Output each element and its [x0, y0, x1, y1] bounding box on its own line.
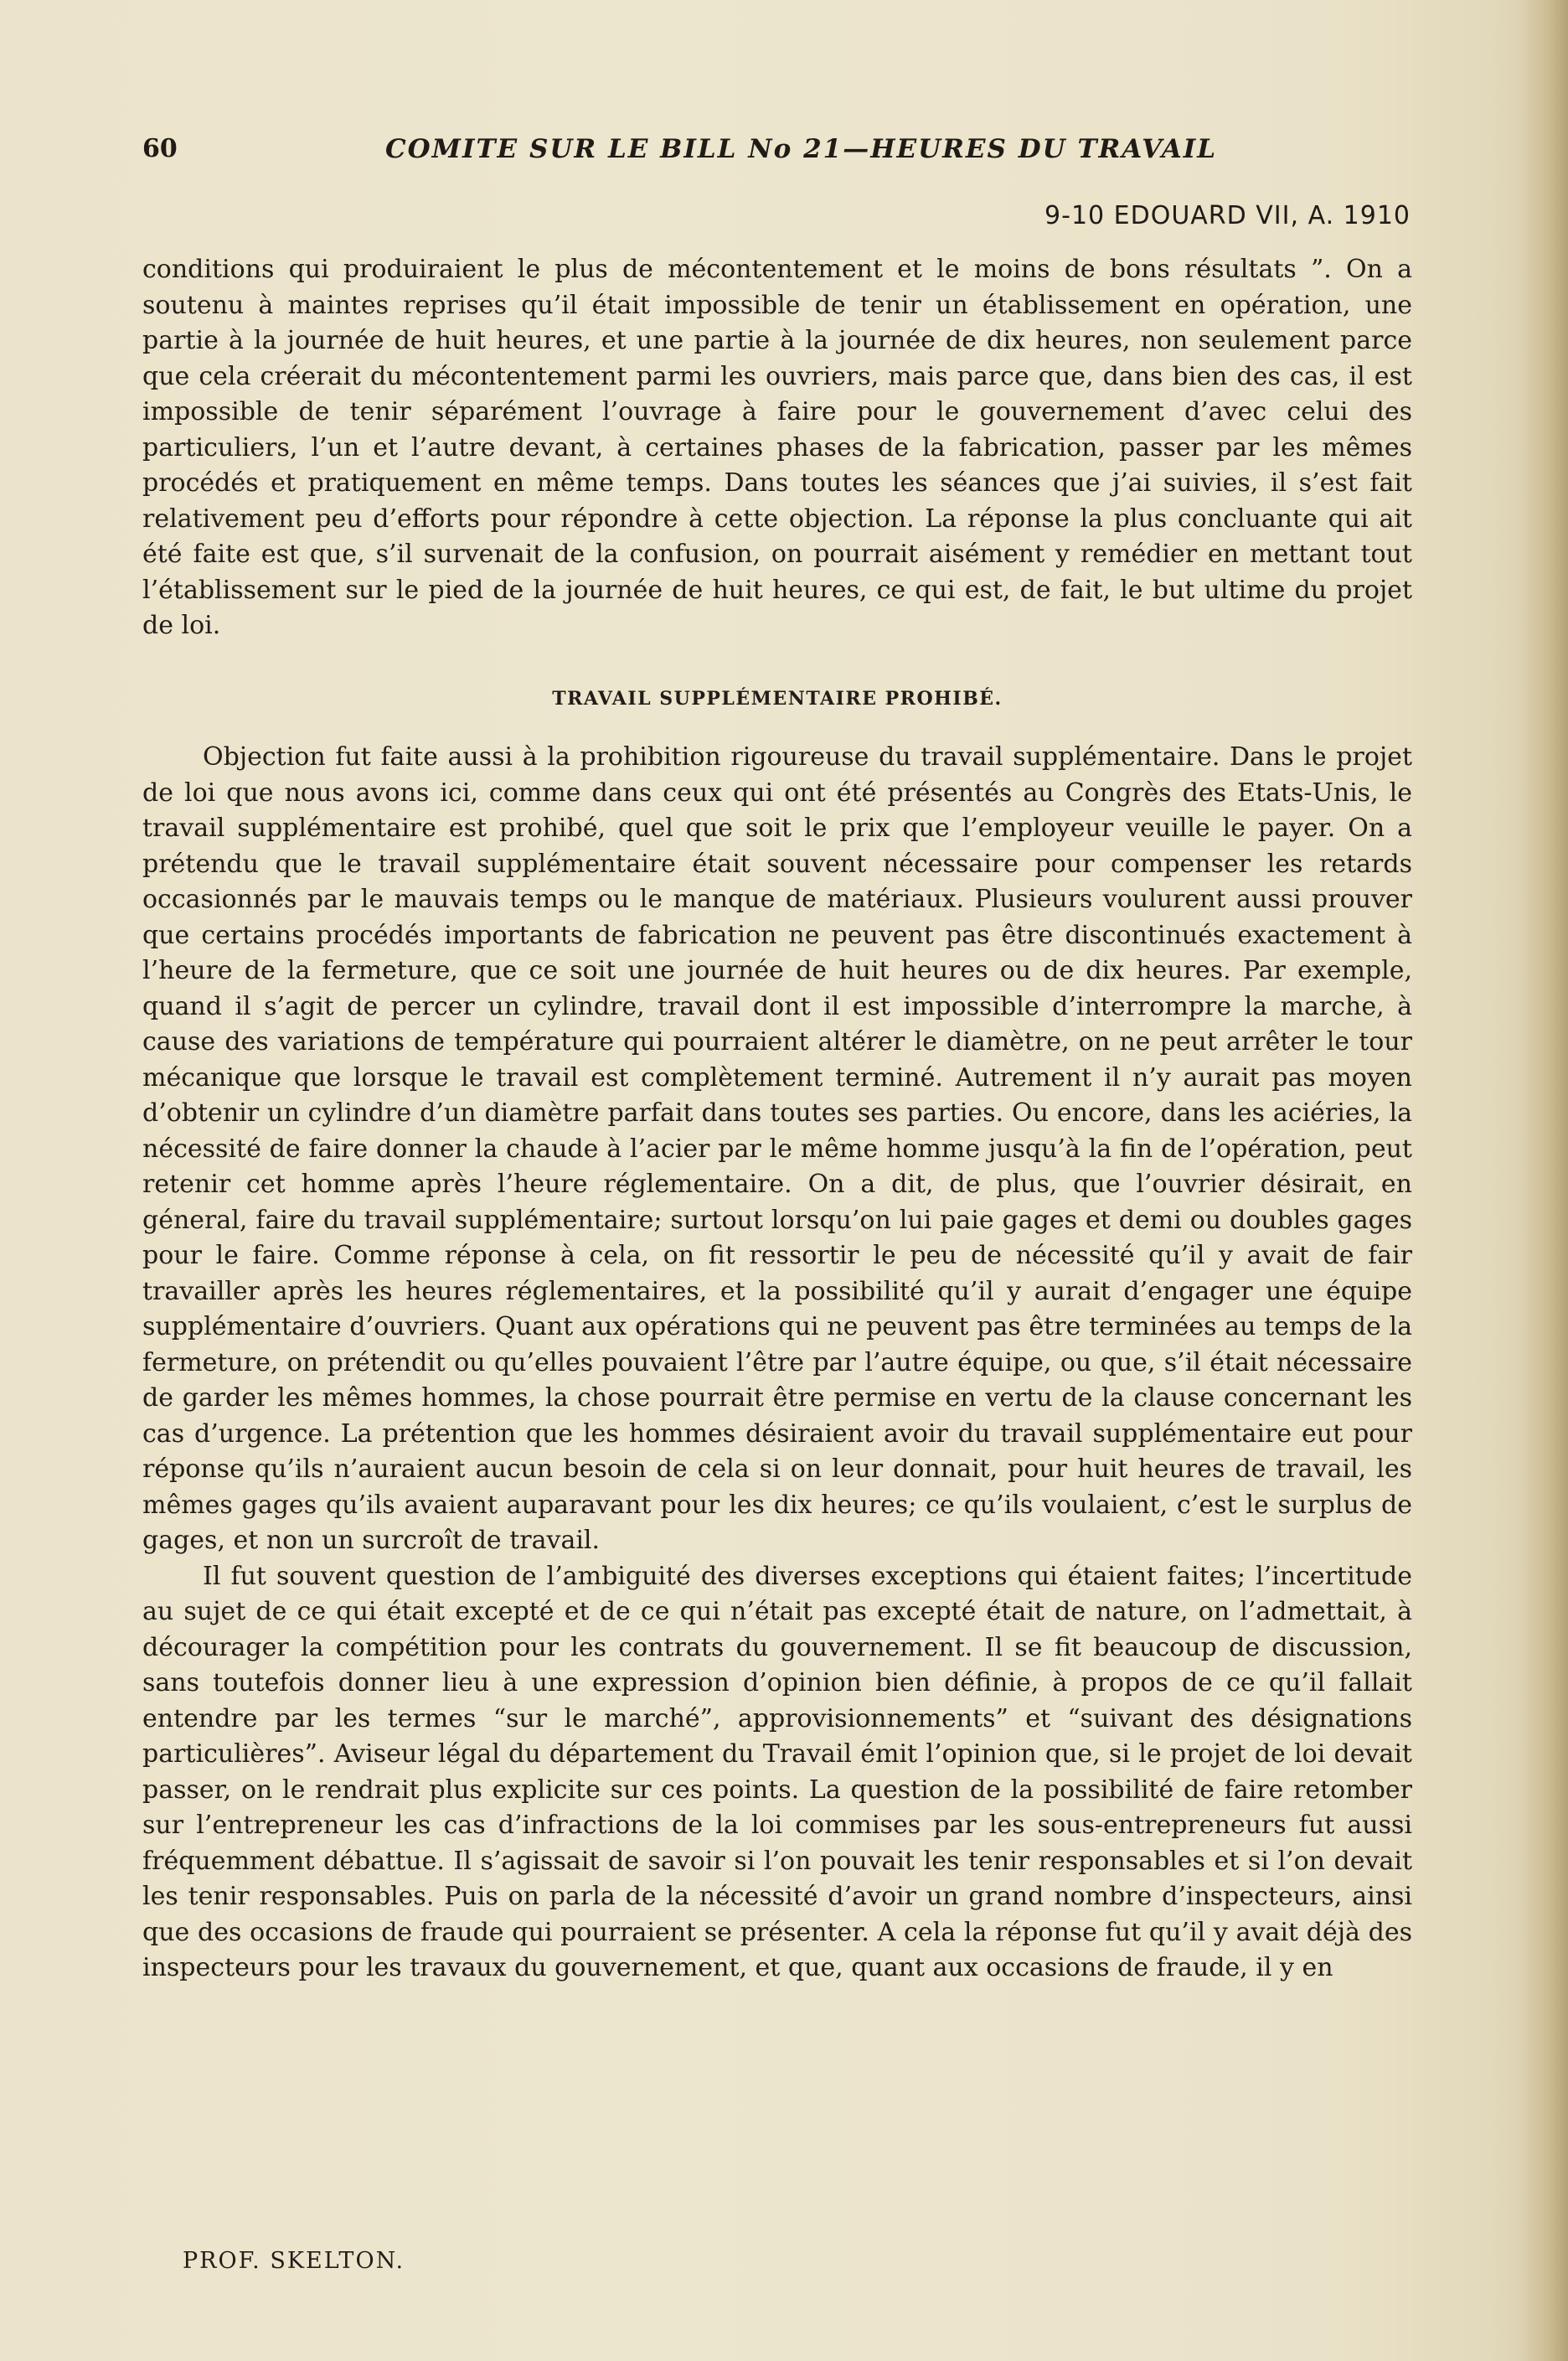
- page-number: 60: [142, 134, 178, 163]
- page-edge-shadow: [1518, 0, 1568, 2361]
- section-heading: TRAVAIL SUPPLÉMENTAIRE PROHIBÉ.: [552, 687, 1003, 710]
- paragraph-3: Il fut souvent question de l’ambiguité des diverses exceptions qui étaient faites; l’incertitude au sujet de ce qui était excepté et de ce qui n’était pas excepté était de nature, on l’admettait, à décourager la compétition pour les contrats du gouvernement. Il se fit beaucoup de discussion, sans toutefois donner lieu à une expression d’opinion bien définie, à propos de ce qu’il fallait entendre par les termes “sur le marché”, approvisionnements” et “suivant des désignations particulières”. Aviseur légal du département du Travail émit l’opinion que, si le projet de loi devait passer, on le rendrait plus explicite sur ces points. La question de la possibilité de faire retomber sur l’entrepreneur les cas d’infractions de la loi commises par les sous-entrepreneurs fut aussi fréquemment débattue. Il s’agissait de savoir si l’on pouvait les tenir responsables et si l’on devait les tenir responsables. Puis on parla de la nécessité d’avoir un grand nombre d’inspecteurs, ainsi que des occasions de fraude qui pourraient se présenter. A cela la réponse fut qu’il y avait déjà des inspecteurs pour les travaux du gouvernement, et que, quant aux occasions de fraude, il y en: [142, 1561, 1412, 1982]
- footer-speaker-name: PROF. SKELTON.: [183, 2248, 405, 2274]
- paragraph-2: Objection fut faite aussi à la prohibition rigoureuse du travail supplémentaire. Dans le projet de loi que nous avons ici, comme dans ceux qui ont été présentés au Congrès des Etats-Unis, le travail supplémentaire est prohibé, quel que soit le prix que l’employeur veuille le payer. On a prétendu que le travail supplémentaire était souvent nécessaire pour compenser les retards occasionnés par le mauvais temps ou le manque de matériaux. Plusieurs voulurent aussi prouver que certains procédés importants de fabrication ne peuvent pas être discontinués exactement à l’heure de la fermeture, que ce soit une journée de huit heures ou de dix heures. Par exemple, quand il s’agit de percer un cylindre, travail dont il est impossible d’interrompre la marche, à cause des variations de température qui pourraient altérer le diamètre, on ne peut arrêter le tour mécanique que lorsque le travail est complètement terminé. Autrement il n’y aurait pas moyen d’obtenir un cylindre d’un diamètre parfait dans toutes ses parties. Ou encore, dans les aciéries, la nécessité de faire donner la chaude à l’acier par le même homme jusqu’à la fin de l’opération, peut retenir cet homme après l’heure réglementaire. On a dit, de plus, que l’ouvrier désirait, en géneral, faire du travail supplémentaire; surtout lorsqu’on lui paie gages et demi ou doubles gages pour le faire. Comme réponse à cela, on fit ressortir le peu de nécessité qu’il y avait de fair travailler après les heures réglementaires, et la possibilité qu’il y aurait d’engager une équipe supplémentaire d’ouvriers. Quant aux opérations qui ne peuvent pas être terminées au temps de la fermeture, on prétendit ou qu’elles pouvaient l’être par l’autre équipe, ou que, s’il était nécessaire de garder les mêmes hommes, la chose pourrait être permise en vertu de la clause concernant les cas d’urgence. La prétention que les hommes désiraient avoir du travail supplémentaire eut pour réponse qu’ils n’auraient aucun besoin de cela si on leur donnait, pour huit heures de travail, les mêmes gages qu’ils avaient auparavant pour les dix heures; ce qu’ils voulaient, c’est le surplus de gages, et non un surcroît de travail.: [142, 742, 1412, 1555]
- running-header: [142, 134, 1432, 176]
- running-title: COMITE SUR LE BILL No 21—HEURES DU TRAVAIL: [385, 134, 1218, 164]
- edition-label: 9-10 EDOUARD VII, A. 1910: [1044, 201, 1411, 230]
- body-text: [142, 252, 1412, 1986]
- paragraph-1: conditions qui produiraient le plus de mécontentement et le moins de bons résultats ”. On a soutenu à maintes reprises qu’il était impossible de tenir un établissement en opération, une partie à la journée de huit heures, et une partie à la journée de dix heures, non seulement parce que cela créerait du mécontentement parmi les ouvriers, mais parce que, dans bien des cas, il est impossible de tenir séparément l’ouvrage à faire pour le gouvernement d’avec celui des particuliers, l’un et l’autre devant, à certaines phases de la fabrication, passer par les mêmes procédés et pratiquement en même temps. Dans toutes les séances que j’ai suivies, il s’est fait relativement peu d’efforts pour répondre à cette objection. La réponse la plus concluante qui ait été faite est que, s’il survenait de la confusion, on pourrait aisément y remédier en mettant tout l’établissement sur le pied de la journée de huit heures, ce qui est, de fait, le but ultime du projet de loi.: [142, 255, 1412, 640]
